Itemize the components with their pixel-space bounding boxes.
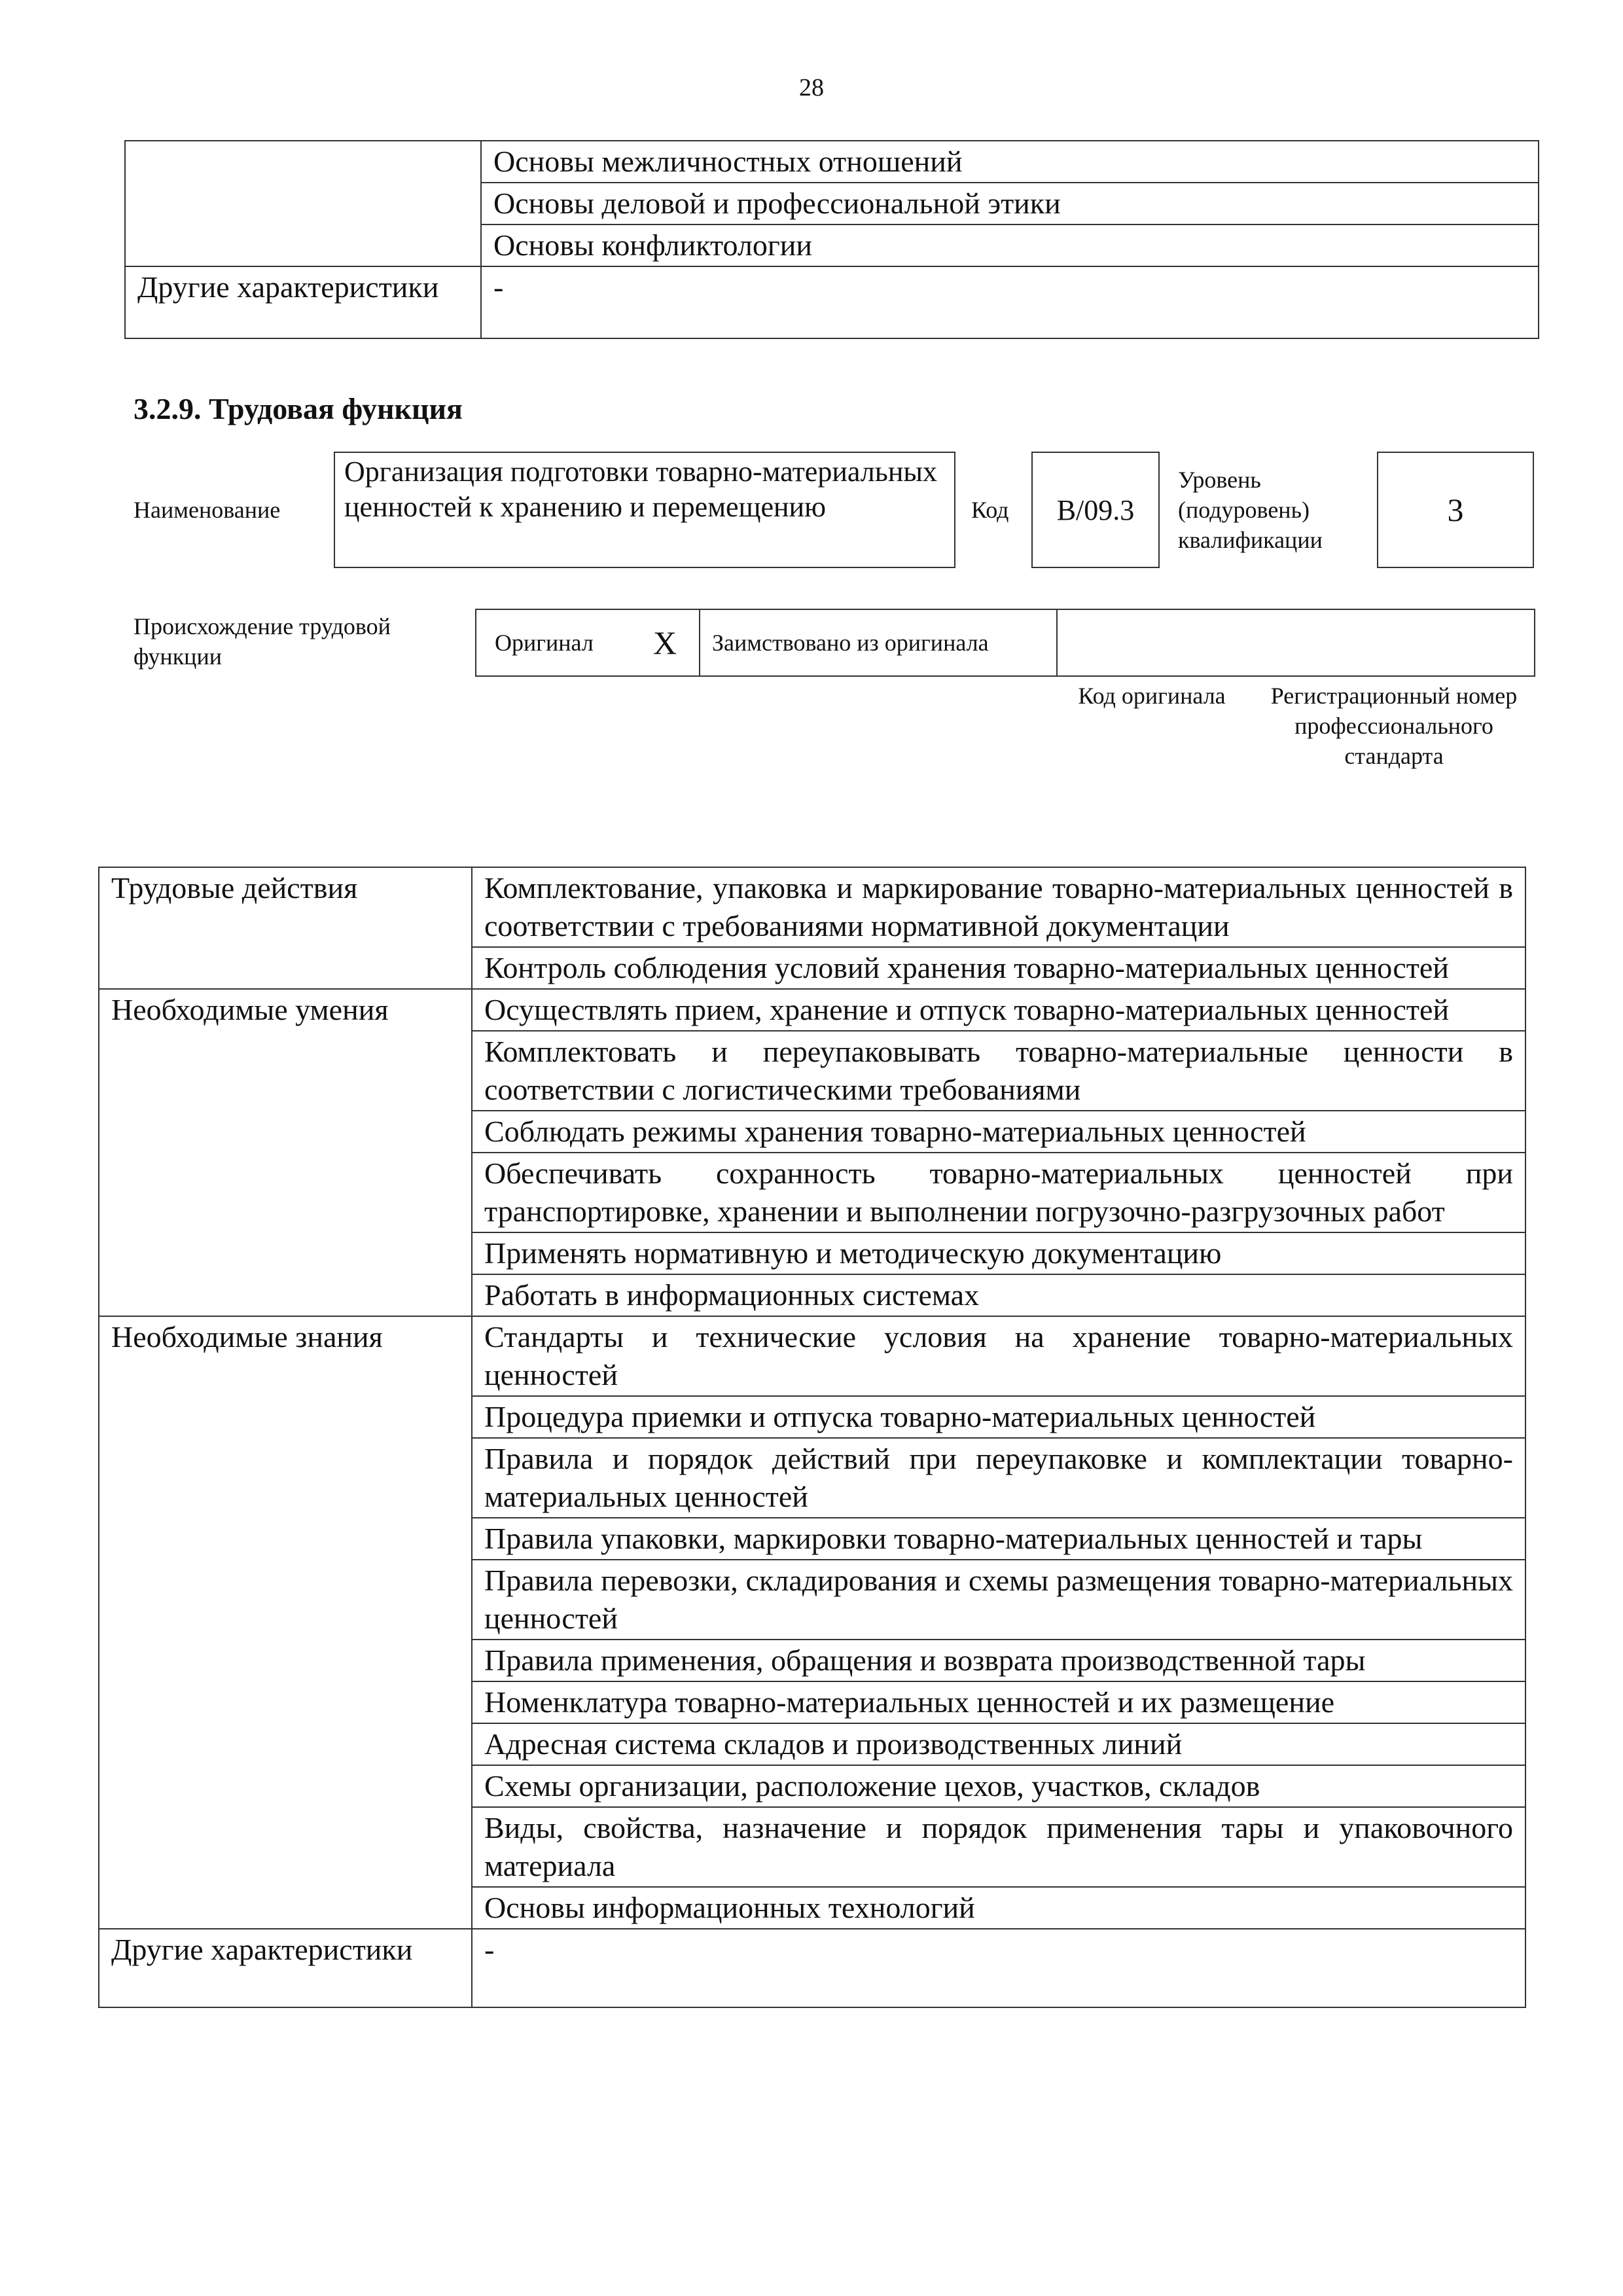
function-name-value: Организация подготовки товарно-материальных ценностей к хранению и перемещению [344, 456, 937, 523]
knowledge-label: Необходимые знания [99, 1316, 472, 1929]
borrowed-label: Заимствовано из оригинала [712, 630, 989, 656]
code-box [1031, 452, 1160, 568]
labor-action-item: Комплектование, упаковка и маркирование товарно-материальных ценностей в соответствии с требованиями нормативной документации [472, 867, 1525, 947]
origin-label: Происхождение трудовой функции [134, 613, 391, 670]
knowledge-item: Основы информационных технологий [472, 1887, 1525, 1929]
previous-function-table [124, 140, 1539, 339]
page-number: 28 [799, 74, 824, 101]
caption-registration-number: Регистрационный номер профессионального стандарта [1270, 683, 1518, 769]
skill-item: Работать в информационных системах [472, 1274, 1525, 1316]
labor-action-item: Контроль соблюдения условий хранения товарно-материальных ценностей [472, 947, 1525, 989]
skills-label: Необходимые умения [99, 989, 472, 1316]
skill-item: Применять нормативную и методическую документацию [472, 1232, 1525, 1274]
labor-function-table [98, 867, 1526, 2008]
name-label: Наименование [134, 497, 281, 523]
function-name-box [334, 452, 955, 568]
knowledge-item: Основы деловой и профессиональной этики [481, 183, 1539, 224]
code-value: B/09.3 [1056, 493, 1135, 526]
level-value: 3 [1447, 492, 1464, 528]
section-title: 3.2.9. Трудовая функция [134, 392, 463, 425]
skill-item: Комплектовать и переупаковывать товарно-материальные ценности в соответствии с логистическими требованиями [472, 1031, 1525, 1111]
skill-item: Осуществлять прием, хранение и отпуск товарно-материальных ценностей [472, 989, 1525, 1031]
skill-item: Соблюдать режимы хранения товарно-материальных ценностей [472, 1111, 1525, 1153]
knowledge-item: Правила применения, обращения и возврата производственной тары [472, 1640, 1525, 1681]
other-characteristics-value: - [472, 1929, 1525, 2007]
knowledge-item: Схемы организации, расположение цехов, участков, складов [472, 1765, 1525, 1807]
code-label: Код [971, 497, 1009, 523]
skill-item: Обеспечивать сохранность товарно-материальных ценностей при транспортировке, хранении и выполнении погрузочно-разгрузочных работ [472, 1153, 1525, 1232]
level-label: Уровень (подуровень) квалификации [1178, 467, 1323, 553]
knowledge-item: Виды, свойства, назначение и порядок применения тары и упаковочного материала [472, 1807, 1525, 1887]
empty-label-cell [125, 141, 481, 266]
knowledge-item: Правила упаковки, маркировки товарно-материальных ценностей и тары [472, 1518, 1525, 1560]
other-characteristics-label: Другие характеристики [125, 266, 481, 338]
knowledge-item: Адресная система складов и производственных линий [472, 1723, 1525, 1765]
knowledge-item: Основы межличностных отношений [481, 141, 1539, 183]
other-characteristics-label: Другие характеристики [99, 1929, 472, 2007]
level-box [1377, 452, 1534, 568]
other-characteristics-value: - [481, 266, 1539, 338]
knowledge-item: Номенклатура товарно-материальных ценностей и их размещение [472, 1681, 1525, 1723]
original-mark: X [653, 624, 677, 661]
origin-box [475, 609, 1535, 677]
original-label: Оригинал [495, 630, 594, 656]
caption-original-code: Код оригинала [1078, 683, 1226, 709]
knowledge-item: Процедура приемки и отпуска товарно-материальных ценностей [472, 1396, 1525, 1438]
knowledge-item: Правила перевозки, складирования и схемы размещения товарно-материальных ценностей [472, 1560, 1525, 1640]
labor-actions-label: Трудовые действия [99, 867, 472, 989]
borrowed-cell [700, 610, 1058, 675]
knowledge-item: Основы конфликтологии [481, 224, 1539, 266]
knowledge-item: Стандарты и технические условия на хранение товарно-материальных ценностей [472, 1316, 1525, 1396]
knowledge-item: Правила и порядок действий при переупаковке и комплектации товарно-материальных ценностей [472, 1438, 1525, 1518]
